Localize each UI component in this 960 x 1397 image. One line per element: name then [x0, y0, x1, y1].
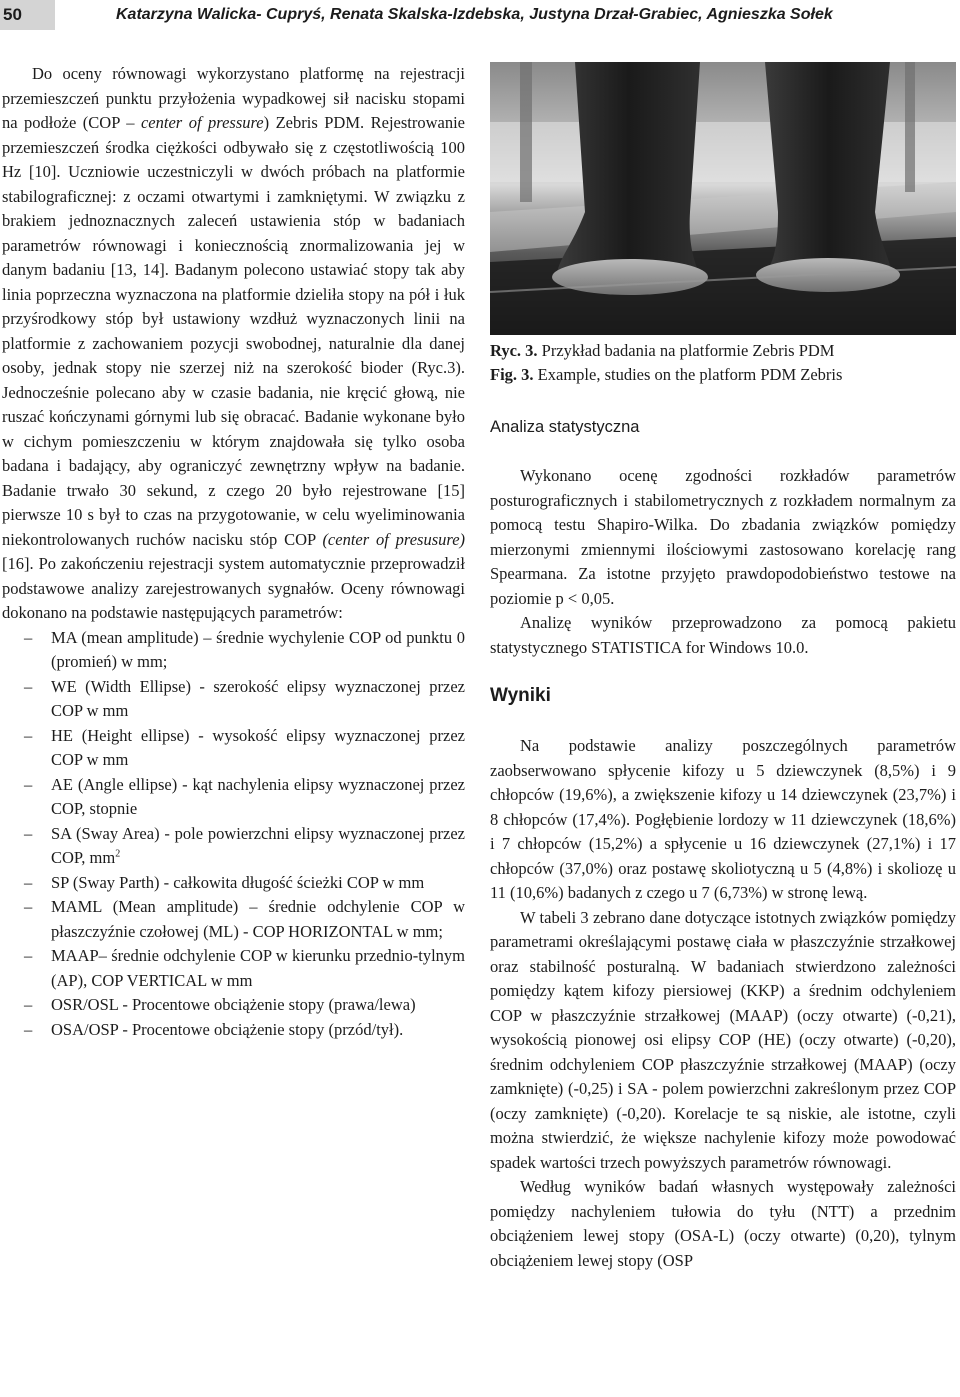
list-dash: –	[24, 872, 33, 892]
caption-pl-label: Ryc. 3.	[490, 341, 538, 360]
parameter-item	[2, 895, 465, 944]
running-header	[0, 0, 960, 30]
caption-en-text: Example, studies on the platform PDM Zebris	[533, 365, 843, 384]
caption-en-label: Fig. 3.	[490, 365, 534, 384]
caption-polish	[490, 339, 956, 363]
list-dash: –	[24, 823, 33, 843]
parameter-text: AE (Angle ellipse) - kąt nachylenia elipsy wyznaczonej przez COP, stopnie	[51, 774, 465, 818]
parameter-text: SA (Sway Area) - pole powierzchni elipsy wyznaczonej przez COP, mm	[51, 823, 465, 867]
text-run: [16]. Po zakończeniu rejestracji system automatycznie przeprowadził podstawowe analizy zarejestrowanych sygnałów. Oceny równowagi dokonano na podstawie następujących parametrów:	[2, 554, 465, 622]
parameter-item	[2, 773, 465, 822]
parameter-item	[2, 626, 465, 675]
list-dash: –	[24, 1019, 33, 1039]
italic-run: center of pressure	[140, 113, 264, 132]
caption-english	[490, 363, 956, 387]
parameter-item	[2, 871, 465, 896]
left-column	[2, 62, 465, 1042]
feet-on-platform-photo	[490, 62, 956, 335]
results-paragraph-3: Według wyników badań własnych występowały zależności pomiędzy nachyleniem tułowia do tyłu (NTT) a przednim obciążeniem lewej stopy (OSA-L) (oczy otwarte) (0,20), tylnym obciążeniem lewej stopy (OSP	[490, 1177, 956, 1270]
list-dash: –	[24, 897, 33, 916]
stats-heading: Analiza statystyczna	[490, 418, 640, 436]
parameter-text: OSR/OSL - Procentowe obciążenie stopy (prawa/lewa)	[51, 995, 416, 1014]
caption-pl-text: Przykład badania na platformie Zebris PDM	[537, 341, 835, 360]
parameter-text: OSA/OSP - Procentowe obciążenie stopy (przód/tył).	[51, 1019, 404, 1039]
parameter-item	[2, 944, 465, 993]
list-dash: –	[24, 774, 33, 794]
parameter-item	[2, 724, 465, 773]
parameter-text: HE (Height ellipse) - wysokość elipsy wyznaczonej przez COP w mm	[51, 725, 465, 769]
stats-paragraph-1: Wykonano ocenę zgodności rozkładów parametrów posturograficznych i stabilometrycznych z rozkładem normalnym za pomocą testu Shapiro-Wilka. Do zbadania związków pomiędzy mierzonymi zmiennymi ilościowymi zastosowano korelację rang Spearmana. Za istotne przyjęto prawdopodobieństwo testowe na poziomie p < 0,05.	[490, 466, 956, 608]
list-dash: –	[24, 995, 33, 1014]
list-dash: –	[24, 946, 33, 965]
list-dash: –	[24, 725, 33, 745]
parameter-text: MA (mean amplitude) – średnie wychylenie COP od punktu 0 (promień) w mm;	[51, 627, 465, 671]
text-run: Do oceny równowagi wykorzystano platformę na rejestracji przemieszczeń punktu przyłożenia wypadkowej sił nacisku stopami na podłoże (COP –	[2, 64, 465, 132]
text-run: ) Zebris PDM. Rejestrowanie przemieszczeń środka ciężkości odbywało się z częstotliwością 100 Hz [10]. Uczniowie uczestniczyli w dwóch próbach na platformie stabilograficznej: z oczami otwartymi i zamkniętymi. W związku z brakiem jednoznacznych zaleceń ustawienia stóp w badaniach parametrów równowagi i koniecznością znormalizowania jej w danym badaniu [13, 14]. Badanym polecono ustawiać stopy tak aby linia poprzeczna wyznaczona na platformie dzieliła stopy na pół i łuk przyśrodkowy stóp był ustawiony wzdłuż wyznaczonych linii na platformie z zachowaniem pozycji swobodnej, naturalnie dla danej osoby, jednak stopy nie szerzej niż na szerokość bioder (Ryc.3). Jednocześnie polecano aby w czasie badania, nie kręcić głową, nie ruszać kończynami górnymi lub się obracać. Badanie wykonane było w cichym pomieszczeniu w którym znajdowała się tylko osoba badana i badający, aby ograniczyć zewnętrzny wpływ na badanie. Badanie trwało 30 sekund, z czego 20 było rejestrowane [15] pierwsze 10 s był to czas na przygotowanie, w celu wyeliminowania niekontrolowanych ruchów nacisku stóp COP	[2, 113, 465, 549]
parameter-item	[2, 1018, 465, 1043]
parameter-item	[2, 675, 465, 724]
stats-paragraph-2: Analizę wyników przeprowadzono za pomocą pakietu statystycznego STATISTICA for Windows 10.0.	[490, 613, 956, 657]
list-dash: –	[24, 676, 33, 696]
results-heading: Wyniki	[490, 685, 551, 706]
methods-paragraph	[2, 62, 465, 626]
italic-run: (center of presusure)	[322, 529, 466, 549]
results-paragraph-1: Na podstawie analizy poszczególnych parametrów zaobserwowano spłycenie kifozy u 5 dziewczynek (8,5%) i 9 chłopców (19,6%), a zwiększenie kifozy u 14 dziewczynek (23,7%) i 8 chłopców (17,4%). Pogłębienie lordozy w 11 dziewczynek (18,6%) i 7 chłopców (15,2%) a spłycenie u 16 dziewczynek (27,1%) i 17 chłopców (37,0%) oraz postawę skoliotyczną u 5 (4,8%) i skoliozę u 11 (10,6%) badanych z czego u 7 (6,73%) w stronę lewą.	[490, 736, 956, 902]
results-paragraph-2: W tabeli 3 zebrano dane dotyczące istotnych związków pomiędzy parametrami określającymi postawę ciała w płaszczyźnie strzałkowej oraz stabilność posturalną. W badaniach stwierdzono zależności pomiędzy kątem kifozy piersiowej (KKP) a średnim odchyleniem COP w płaszczyźnie strzałkowej (MAAP) (oczy otwarte) (-0,21), wysokością pionowej osi elipsy COP (HE) (oczy otwarte) (-0,20), średnim odchyleniem COP płaszczyźnie strzałkowej (MAAP) (oczy zamknięte) (-0,25) i SA - polem powierzchni zakreślonym przez COP (oczy zamknięte) (-0,20). Korelacje te są niskie, ale istotne, czyli można stwierdzić, że większe nachylenie kifozy może powodować spadek wartości trzech powyższych parametrów równowagi.	[490, 907, 956, 1172]
list-dash: –	[24, 627, 33, 647]
figure-photo	[490, 62, 956, 335]
figure-caption	[490, 339, 956, 387]
superscript: 2	[115, 848, 121, 860]
right-column	[490, 62, 956, 1273]
parameter-text: MAML (Mean amplitude) – średnie odchylenie COP w płaszczyźnie czołowej (ML) - COP HORIZONTAL w mm;	[51, 897, 465, 941]
header-authors: Katarzyna Walicka- Cupryś, Renata Skalska-Izdebska, Justyna Drzał-Grabiec, Agnieszka Sołek	[116, 6, 833, 23]
parameter-text: WE (Width Ellipse) - szerokość elipsy wyznaczonej przez COP w mm	[51, 676, 465, 720]
parameter-text: SP (Sway Parth) - całkowita długość ścieżki COP w mm	[51, 872, 425, 892]
parameter-item	[2, 822, 465, 871]
parameter-text: MAAP– średnie odchylenie COP w kierunku przednio-tylnym (AP), COP VERTICAL w mm	[51, 946, 465, 990]
parameter-list	[2, 626, 465, 1043]
parameter-item	[2, 993, 465, 1018]
page-number: 50	[0, 0, 55, 30]
